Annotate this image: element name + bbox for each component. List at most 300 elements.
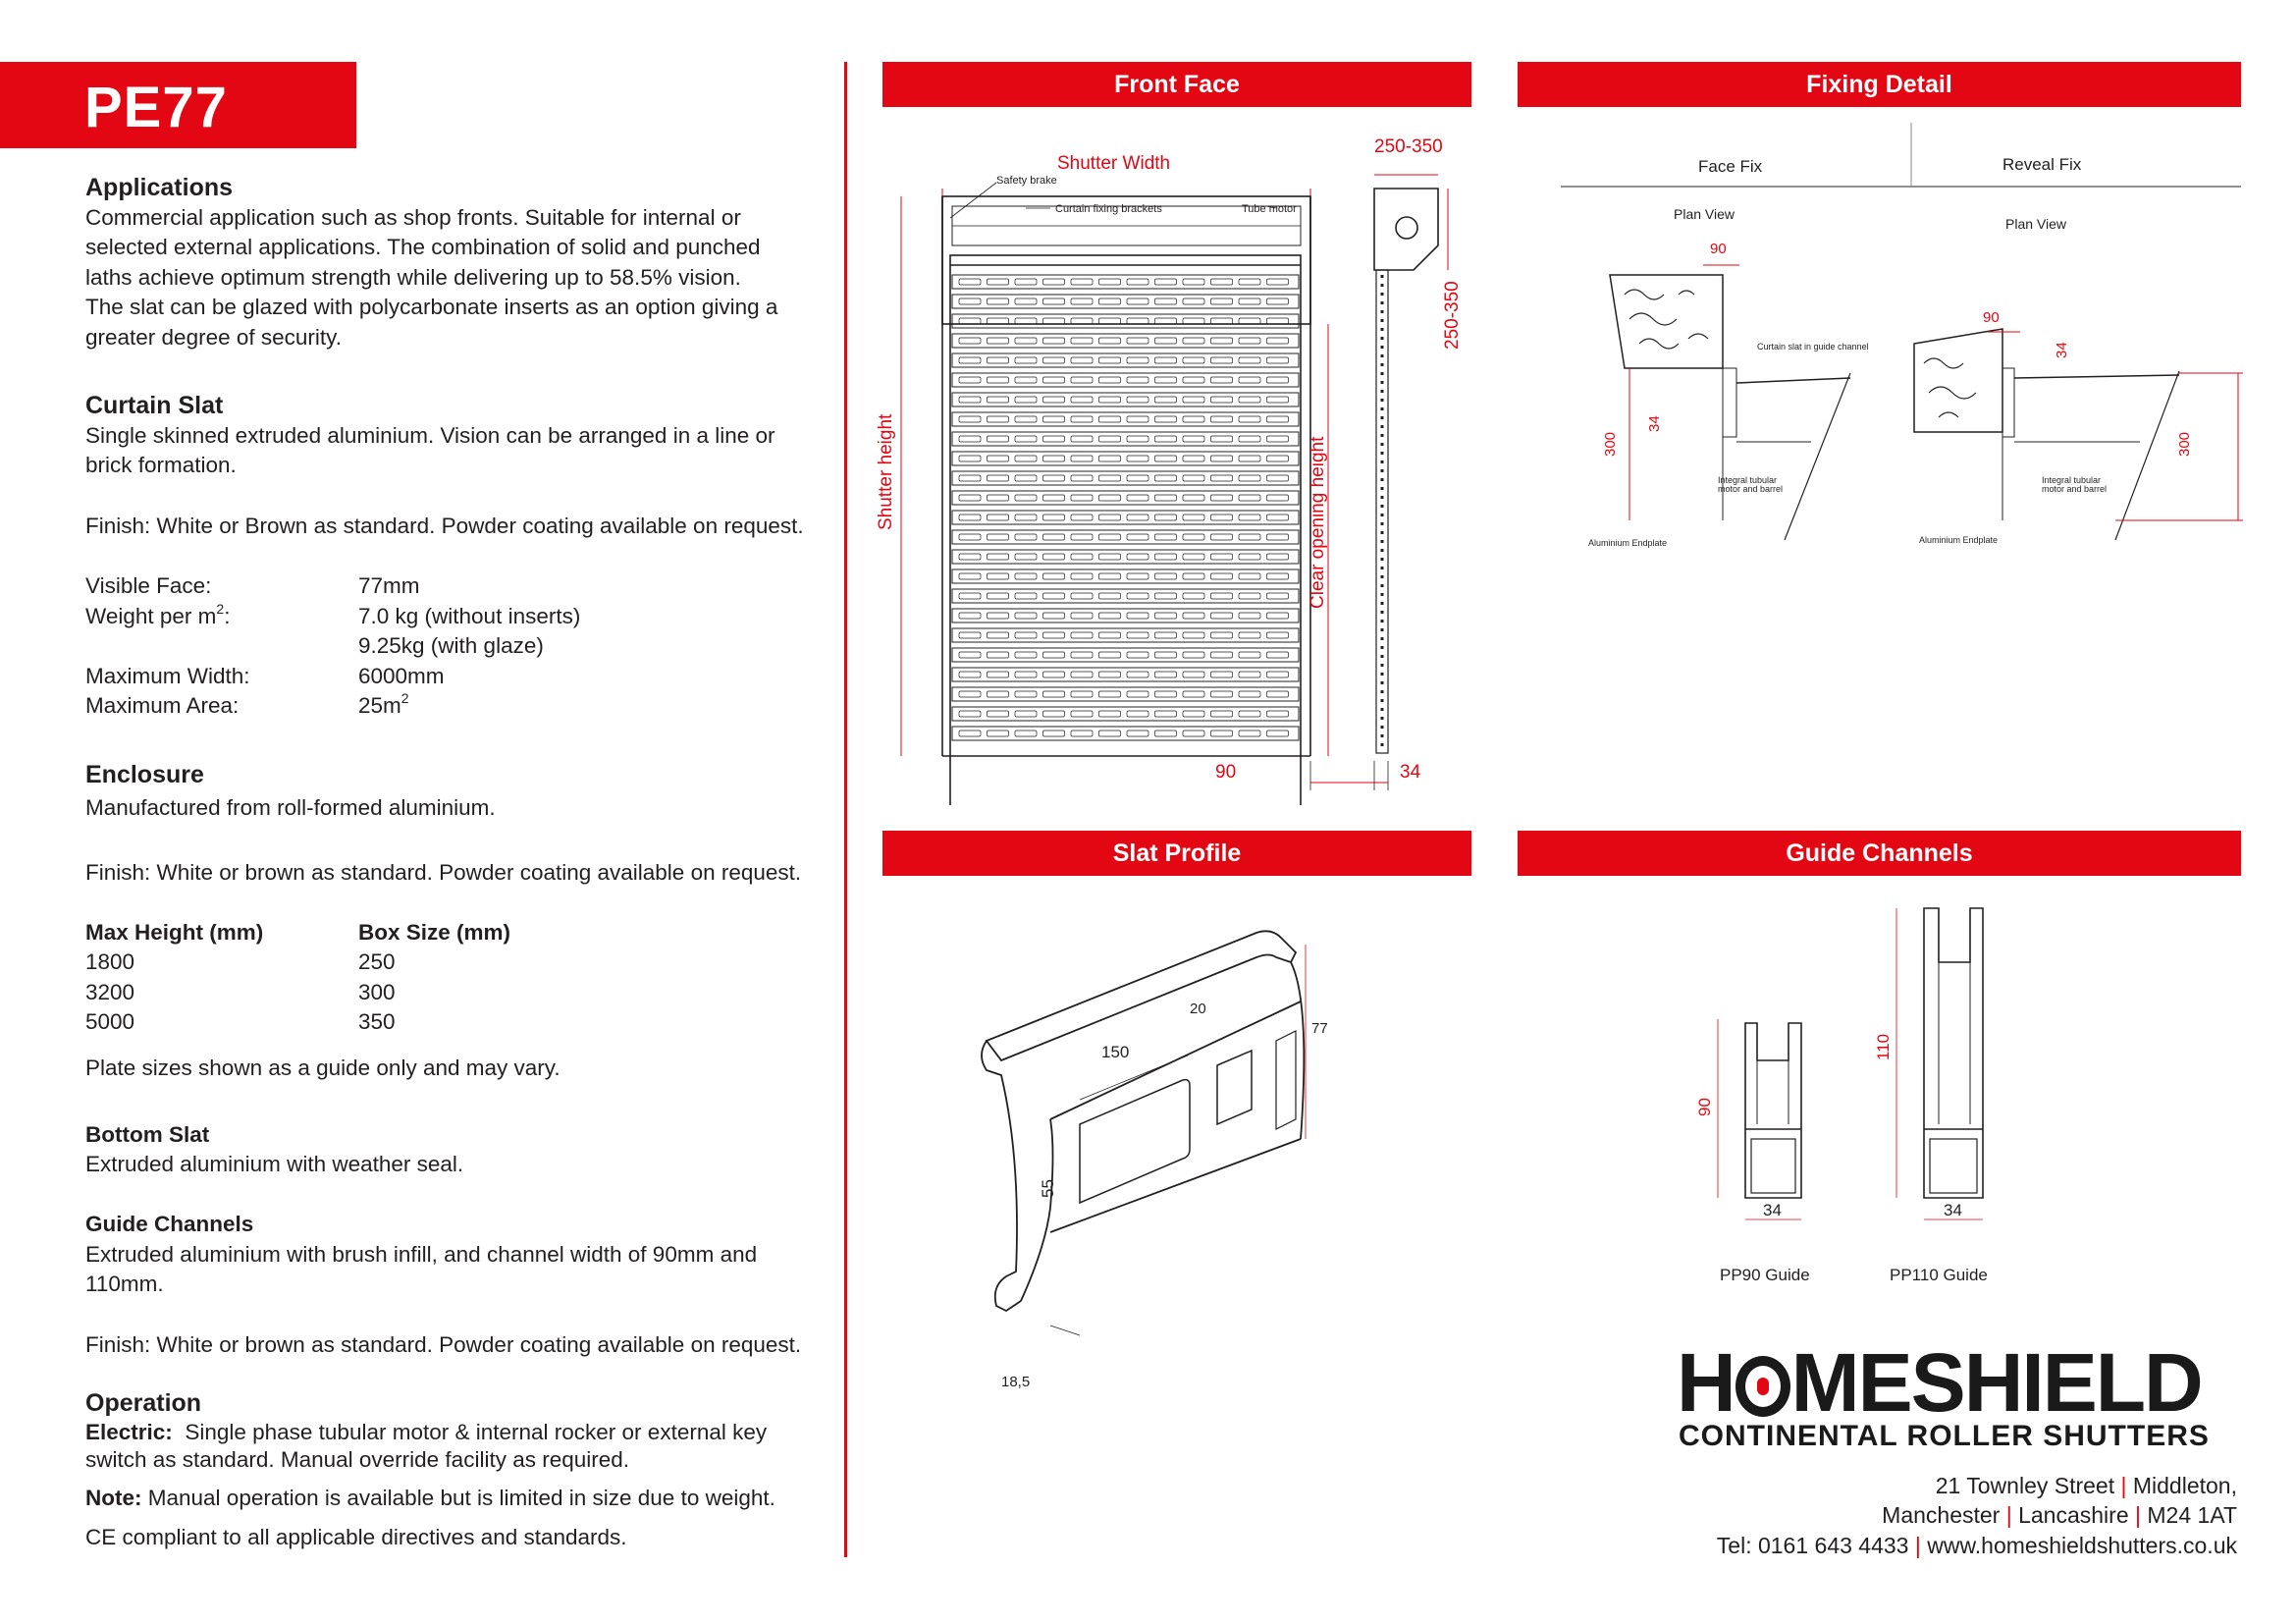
slat-dim-185: 18,5	[1001, 1374, 1031, 1390]
slat-vision-slot	[1183, 357, 1204, 363]
slat-vision-slot	[1211, 298, 1233, 304]
slat-vision-slot	[959, 534, 981, 540]
slat-vision-slot	[1015, 456, 1037, 461]
slat-vision-slot	[1183, 691, 1204, 697]
pp90-label: PP90 Guide	[1720, 1266, 1810, 1284]
bottom-slat-text: Extruded aluminium with weather seal.	[85, 1152, 464, 1176]
slat-vision-slot	[1127, 593, 1148, 599]
spec-label: Visible Face:	[85, 573, 212, 598]
slat	[952, 511, 1299, 524]
slat-vision-slot	[959, 298, 981, 304]
slat-vision-slot	[1183, 495, 1204, 501]
slat-vision-slot	[1239, 377, 1260, 383]
slat	[952, 373, 1299, 387]
slat-vision-slot	[959, 397, 981, 403]
slat	[952, 609, 1299, 623]
slat-vision-slot	[1239, 318, 1260, 324]
enclosure-finish: Finish: White or brown as standard. Powder coating available on request.	[85, 860, 802, 885]
slat-vision-slot	[1015, 279, 1037, 285]
slat	[952, 550, 1299, 564]
slat	[952, 432, 1299, 446]
slat-vision-slot	[988, 357, 1009, 363]
slat-profile-drawing	[962, 903, 1374, 1414]
slat-vision-slot	[1211, 416, 1233, 422]
website-link[interactable]: www.homeshieldshutters.co.uk	[1927, 1533, 2237, 1558]
slat-vision-slot	[1211, 711, 1233, 717]
operation-heading: Operation	[85, 1389, 202, 1417]
slat	[952, 589, 1299, 603]
slat-vision-slot	[1099, 711, 1121, 717]
slat-vision-slot	[1155, 711, 1177, 717]
spec-row	[85, 602, 831, 632]
slat-vision-slot	[988, 495, 1009, 501]
slat-vision-slot	[1099, 318, 1121, 324]
slat-vision-slot	[1071, 397, 1093, 403]
enclosure-heading: Enclosure	[85, 761, 204, 788]
curtain-slat-line: Single skinned extruded aluminium. Vision can be arranged in a line or	[85, 422, 775, 448]
applications-section	[85, 173, 831, 352]
slat-vision-slot	[988, 554, 1009, 560]
curtain-slats	[952, 275, 1299, 740]
slat	[952, 452, 1299, 465]
slat-vision-slot	[1071, 652, 1093, 658]
slat-vision-slot	[1127, 652, 1148, 658]
slat	[952, 668, 1299, 681]
slat-vision-slot	[1267, 456, 1289, 461]
slat-vision-slot	[1183, 338, 1204, 344]
slat-vision-slot	[1043, 436, 1065, 442]
table-cell: 350	[358, 1009, 396, 1034]
slat-vision-slot	[1155, 279, 1177, 285]
slat-vision-slot	[1239, 397, 1260, 403]
slat-vision-slot	[1183, 731, 1204, 736]
slat-vision-slot	[1239, 573, 1260, 579]
slat	[952, 491, 1299, 505]
slat-vision-slot	[1211, 573, 1233, 579]
slat-vision-slot	[1043, 593, 1065, 599]
slat-vision-slot	[1043, 475, 1065, 481]
slat-vision-slot	[1183, 298, 1204, 304]
slat	[952, 727, 1299, 740]
slat-vision-slot	[1211, 731, 1233, 736]
operation-section	[85, 1388, 831, 1553]
slat	[952, 471, 1299, 485]
slat-vision-slot	[1155, 456, 1177, 461]
fixing-detail-header: Fixing Detail	[1518, 62, 2241, 107]
slat-vision-slot	[1183, 475, 1204, 481]
slat-vision-slot	[1239, 416, 1260, 422]
slat-vision-slot	[1015, 731, 1037, 736]
slat-vision-slot	[1155, 495, 1177, 501]
enclosure-line: Manufactured from roll-formed aluminium.	[85, 794, 496, 820]
slat-profile-header: Slat Profile	[882, 831, 1471, 876]
spec-value: 7.0 kg (without inserts)	[358, 603, 581, 628]
slat-vision-slot	[1183, 534, 1204, 540]
slat-dim-77: 77	[1311, 1020, 1328, 1037]
pp90-width-dim: 34	[1763, 1201, 1782, 1219]
slat-vision-slot	[1239, 495, 1260, 501]
slat-vision-slot	[1155, 652, 1177, 658]
slat-vision-slot	[959, 672, 981, 677]
slat-vision-slot	[1043, 672, 1065, 677]
slat-vision-slot	[1267, 318, 1289, 324]
pp110-width-dim: 34	[1944, 1201, 1962, 1219]
slat-vision-slot	[1015, 711, 1037, 717]
slat	[952, 295, 1299, 308]
slat-vision-slot	[1099, 514, 1121, 520]
slat	[952, 707, 1299, 721]
slat-vision-slot	[1127, 573, 1148, 579]
spec-label: Maximum Area:	[85, 693, 240, 718]
slat-vision-slot	[959, 318, 981, 324]
slat-vision-slot	[1043, 416, 1065, 422]
address-line-1: 21 Townley Street | Middleton,	[1935, 1473, 2237, 1498]
slat-vision-slot	[1015, 338, 1037, 344]
slat-vision-slot	[1127, 416, 1148, 422]
pp90-height-dim: 90	[1695, 1098, 1714, 1116]
slat-vision-slot	[1211, 672, 1233, 677]
table-cell: 5000	[85, 1009, 135, 1034]
slat-vision-slot	[1015, 534, 1037, 540]
slat-vision-slot	[1239, 593, 1260, 599]
slat-vision-slot	[1267, 534, 1289, 540]
slat-vision-slot	[1043, 318, 1065, 324]
spec-row	[85, 571, 831, 602]
slat-vision-slot	[1127, 338, 1148, 344]
slat-vision-slot	[959, 475, 981, 481]
reveal-dim-300: 300	[2176, 431, 2193, 457]
slat-vision-slot	[1155, 731, 1177, 736]
slat-vision-slot	[1099, 456, 1121, 461]
slat-vision-slot	[1155, 397, 1177, 403]
operation-electric-line: switch as standard. Manual override facility as required.	[85, 1446, 630, 1472]
slat-vision-slot	[1099, 298, 1121, 304]
slat-vision-slot	[1099, 377, 1121, 383]
slat-vision-slot	[1267, 593, 1289, 599]
slat-vision-slot	[1127, 357, 1148, 363]
slat-vision-slot	[1239, 456, 1260, 461]
slat-vision-slot	[988, 573, 1009, 579]
slat-vision-slot	[1043, 632, 1065, 638]
slat-vision-slot	[1211, 436, 1233, 442]
slat-vision-slot	[1099, 436, 1121, 442]
spec-label: Maximum Width:	[85, 663, 250, 688]
slat-vision-slot	[1015, 632, 1037, 638]
slat-vision-slot	[1015, 573, 1037, 579]
slat-vision-slot	[1127, 514, 1148, 520]
slat-vision-slot	[1127, 318, 1148, 324]
telephone: Tel: 0161 643 4433	[1716, 1533, 1909, 1558]
slat-vision-slot	[1043, 377, 1065, 383]
slat-vision-slot	[1043, 554, 1065, 560]
applications-line: Commercial application such as shop fronts. Suitable for internal or	[85, 204, 741, 230]
slat-vision-slot	[1099, 338, 1121, 344]
shutter-height-label: Shutter height	[876, 413, 896, 530]
slat-vision-slot	[1099, 731, 1121, 736]
reveal-dim-90: 90	[1983, 309, 2000, 326]
slat-vision-slot	[1183, 377, 1204, 383]
slat-vision-slot	[1239, 338, 1260, 344]
slat-vision-slot	[988, 456, 1009, 461]
table-row	[85, 978, 831, 1008]
slat-vision-slot	[959, 554, 981, 560]
applications-line: selected external applications. The combination of solid and punched	[85, 235, 761, 259]
face-dim-90: 90	[1710, 241, 1727, 257]
slat-vision-slot	[1211, 357, 1233, 363]
table-row	[85, 1007, 831, 1038]
slat-vision-slot	[1211, 475, 1233, 481]
slat-vision-slot	[1211, 514, 1233, 520]
slat-vision-slot	[1071, 279, 1093, 285]
slat-vision-slot	[1071, 357, 1093, 363]
slat-vision-slot	[1071, 377, 1093, 383]
slat-vision-slot	[1211, 613, 1233, 619]
slat-vision-slot	[1043, 279, 1065, 285]
slat-vision-slot	[1043, 652, 1065, 658]
table-cell: 1800	[85, 949, 135, 974]
slat	[952, 569, 1299, 583]
slat-vision-slot	[1155, 436, 1177, 442]
slat-vision-slot	[959, 416, 981, 422]
slat-vision-slot	[1239, 475, 1260, 481]
slat-vision-slot	[1183, 279, 1204, 285]
logo-o-icon	[1735, 1356, 1790, 1417]
slat-vision-slot	[1043, 534, 1065, 540]
slat-vision-slot	[1099, 495, 1121, 501]
slat-vision-slot	[1211, 318, 1233, 324]
motor-label: Integral tubular	[1718, 475, 1778, 485]
slat-vision-slot	[1211, 377, 1233, 383]
slat-vision-slot	[1267, 514, 1289, 520]
slat-vision-slot	[1127, 377, 1148, 383]
slat-vision-slot	[1043, 573, 1065, 579]
slat-vision-slot	[1015, 397, 1037, 403]
curtain-slat-heading: Curtain Slat	[85, 392, 224, 419]
slat-vision-slot	[959, 691, 981, 697]
slat-vision-slot	[1155, 338, 1177, 344]
slat-vision-slot	[1155, 377, 1177, 383]
enclosure-section	[85, 760, 831, 1083]
slat-vision-slot	[1183, 711, 1204, 717]
slat-vision-slot	[1239, 554, 1260, 560]
slat-vision-slot	[1267, 711, 1289, 717]
slat-vision-slot	[1127, 279, 1148, 285]
dim-90: 90	[1215, 762, 1237, 783]
applications-line: laths achieve optimum strength while delivering up to 58.5% vision.	[85, 264, 741, 290]
slat-vision-slot	[1155, 672, 1177, 677]
slat-vision-slot	[1015, 377, 1037, 383]
slat-vision-slot	[1155, 514, 1177, 520]
slat-vision-slot	[1127, 495, 1148, 501]
slat-vision-slot	[988, 298, 1009, 304]
slat-vision-slot	[1211, 652, 1233, 658]
applications-line: The slat can be glazed with polycarbonate inserts as an option giving a	[85, 295, 778, 319]
slat-vision-slot	[988, 593, 1009, 599]
slat-vision-slot	[1071, 514, 1093, 520]
slat-vision-slot	[1155, 475, 1177, 481]
reveal-fix-label: Reveal Fix	[2002, 155, 2082, 174]
slat-vision-slot	[1183, 613, 1204, 619]
slat-vision-slot	[1043, 495, 1065, 501]
slat-vision-slot	[1099, 652, 1121, 658]
slat-vision-slot	[988, 534, 1009, 540]
pp110-label: PP110 Guide	[1890, 1266, 1988, 1284]
slat-vision-slot	[1071, 318, 1093, 324]
slat-vision-slot	[1211, 456, 1233, 461]
slat-vision-slot	[1127, 534, 1148, 540]
slat-dim-150: 150	[1101, 1043, 1130, 1061]
slat-vision-slot	[1155, 691, 1177, 697]
slat-vision-slot	[959, 514, 981, 520]
slat-vision-slot	[1043, 357, 1065, 363]
slat-vision-slot	[1239, 652, 1260, 658]
slat-vision-slot	[959, 279, 981, 285]
slat-vision-slot	[1267, 338, 1289, 344]
slat-vision-slot	[1043, 514, 1065, 520]
slat-vision-slot	[988, 731, 1009, 736]
slat-vision-slot	[1099, 672, 1121, 677]
slat-vision-slot	[959, 573, 981, 579]
slat-vision-slot	[1127, 613, 1148, 619]
slat-vision-slot	[1267, 495, 1289, 501]
slat-vision-slot	[1183, 514, 1204, 520]
slat-vision-slot	[1015, 357, 1037, 363]
slat-vision-slot	[1211, 338, 1233, 344]
slat-vision-slot	[1239, 514, 1260, 520]
slat-vision-slot	[1071, 632, 1093, 638]
slat-vision-slot	[1155, 613, 1177, 619]
dim-34: 34	[1400, 762, 1421, 783]
slat	[952, 353, 1299, 367]
slat-vision-slot	[959, 338, 981, 344]
plan-view-label: Plan View	[2005, 216, 2067, 232]
slat-vision-slot	[1099, 279, 1121, 285]
slat-vision-slot	[1071, 573, 1093, 579]
table-row	[85, 947, 831, 978]
endplate-label: Aluminium Endplate	[1588, 538, 1668, 548]
motor-label: Integral tubular	[2042, 475, 2102, 485]
applications-heading: Applications	[85, 174, 234, 201]
slat-vision-slot	[1211, 534, 1233, 540]
slat-vision-slot	[1043, 338, 1065, 344]
slat-vision-slot	[1099, 691, 1121, 697]
bottom-slat-heading: Bottom Slat	[85, 1122, 210, 1147]
slat-vision-slot	[1071, 691, 1093, 697]
slat-vision-slot	[1099, 475, 1121, 481]
slat-vision-slot	[1211, 554, 1233, 560]
slat-vision-slot	[1099, 593, 1121, 599]
pp110-height-dim: 110	[1874, 1033, 1893, 1060]
slat-vision-slot	[1183, 593, 1204, 599]
slat-vision-slot	[1211, 495, 1233, 501]
curtain-slat-channel-label: Curtain slat in guide channel	[1757, 342, 1869, 352]
slat-vision-slot	[1043, 691, 1065, 697]
slat-vision-slot	[988, 691, 1009, 697]
slat-vision-slot	[1043, 397, 1065, 403]
slat-vision-slot	[988, 613, 1009, 619]
slat-vision-slot	[1183, 397, 1204, 403]
slat-vision-slot	[1099, 554, 1121, 560]
slat-vision-slot	[988, 436, 1009, 442]
slat-vision-slot	[1267, 279, 1289, 285]
endplate-label: Aluminium Endplate	[1919, 535, 1999, 545]
slat-vision-slot	[1015, 554, 1037, 560]
slat-vision-slot	[1155, 298, 1177, 304]
slat	[952, 687, 1299, 701]
company-logo: H MESHIELD	[1677, 1336, 2202, 1429]
address-line-2: Manchester | Lancashire | M24 1AT	[1882, 1502, 2237, 1528]
slat-vision-slot	[959, 652, 981, 658]
slat	[952, 648, 1299, 662]
slat-vision-slot	[1071, 593, 1093, 599]
slat-vision-slot	[1071, 672, 1093, 677]
guide-channels-header: Guide Channels	[1518, 831, 2241, 876]
spec-value: $25m^2$	[358, 690, 409, 718]
slat-vision-slot	[1071, 731, 1093, 736]
box-table-header	[85, 918, 831, 948]
slat-vision-slot	[1267, 632, 1289, 638]
slat	[952, 412, 1299, 426]
slat-vision-slot	[1071, 495, 1093, 501]
slat-vision-slot	[1015, 691, 1037, 697]
table-cell: 250	[358, 949, 396, 974]
slat-vision-slot	[1239, 632, 1260, 638]
safety-brake-label: Safety brake	[996, 175, 1057, 187]
slat-vision-slot	[959, 436, 981, 442]
slat-vision-slot	[1239, 279, 1260, 285]
reveal-dim-34: 34	[2054, 342, 2070, 358]
slat-vision-slot	[988, 416, 1009, 422]
slat-vision-slot	[1155, 554, 1177, 560]
slat-vision-slot	[1015, 436, 1037, 442]
slat-vision-slot	[1183, 632, 1204, 638]
slat-vision-slot	[1211, 691, 1233, 697]
slat-vision-slot	[1155, 593, 1177, 599]
slat-vision-slot	[1071, 613, 1093, 619]
slat	[952, 334, 1299, 348]
slat-vision-slot	[1071, 416, 1093, 422]
slat-vision-slot	[1239, 711, 1260, 717]
slat-vision-slot	[1183, 672, 1204, 677]
table-cell: 300	[358, 979, 396, 1004]
column-divider	[844, 62, 847, 1557]
slat-vision-slot	[1267, 377, 1289, 383]
slat-vision-slot	[959, 593, 981, 599]
slat	[952, 275, 1299, 289]
slat-vision-slot	[1183, 416, 1204, 422]
slat-vision-slot	[1267, 573, 1289, 579]
slat-vision-slot	[1267, 436, 1289, 442]
curtain-brackets-label: Curtain fixing brackets	[1055, 203, 1162, 215]
face-dim-300: 300	[1602, 431, 1619, 457]
slat-vision-slot	[1267, 731, 1289, 736]
contact-line: Tel: 0161 643 4433 | www.homeshieldshutters.co.uk	[1716, 1533, 2237, 1558]
slat	[952, 314, 1299, 328]
slat-vision-slot	[988, 338, 1009, 344]
slat	[952, 393, 1299, 406]
slat-vision-slot	[1267, 672, 1289, 677]
slat-vision-slot	[1239, 534, 1260, 540]
slat-vision-slot	[959, 377, 981, 383]
slat-vision-slot	[1015, 416, 1037, 422]
slat-vision-slot	[1127, 691, 1148, 697]
slat-vision-slot	[1267, 298, 1289, 304]
slat-vision-slot	[1211, 397, 1233, 403]
slat-vision-slot	[1071, 298, 1093, 304]
slat-vision-slot	[959, 613, 981, 619]
applications-line: greater degree of security.	[85, 324, 342, 350]
slat-vision-slot	[1211, 632, 1233, 638]
